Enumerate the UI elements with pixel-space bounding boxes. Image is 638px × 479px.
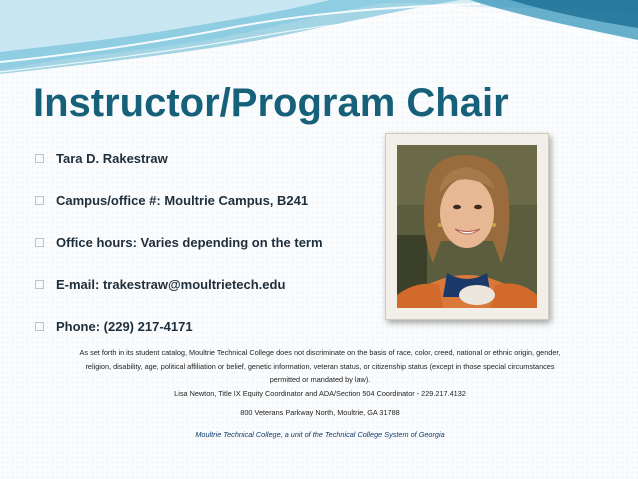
- nondiscrimination-line: As set forth in its student catalog, Moultrie Technical College does not discriminate on the basis of race, color, creed, national or ethnic origin, gender,: [79, 348, 561, 357]
- bullet-square-icon: [35, 154, 44, 163]
- bullet-square-icon: [35, 238, 44, 247]
- office-hours: Office hours: Varies depending on the term: [56, 234, 323, 250]
- nondiscrimination-footer: [40, 346, 600, 441]
- nondiscrimination-line: religion, disability, age, political affiliation or belief, genetic information, veteran status, or citizenship status (except in those special circumstances: [85, 361, 555, 371]
- contact-info-list: [35, 137, 323, 347]
- instructor-photo-frame: [385, 133, 549, 320]
- slide-title: Instructor/Program Chair: [33, 81, 509, 125]
- address-line: 800 Veterans Parkway North, Moultrie, GA 31788: [240, 408, 400, 417]
- list-item-phone: [35, 305, 323, 347]
- list-item-name: [35, 137, 323, 179]
- coordinator-line: Lisa Newton, Title IX Equity Coordinator and ADA/Section 504 Coordinator - 229.217.4132: [174, 388, 466, 398]
- instructor-name: Tara D. Rakestraw: [56, 150, 168, 166]
- instructor-photo: [397, 145, 537, 308]
- header-wave-decoration: [0, 0, 638, 90]
- college-system-line: Moultrie Technical College, a unit of the Technical College System of Georgia: [195, 429, 445, 439]
- phone-number: Phone: (229) 217-4171: [56, 318, 193, 334]
- bullet-square-icon: [35, 280, 44, 289]
- email-address: E-mail: trakestraw@moultrietech.edu: [56, 276, 286, 292]
- campus-office: Campus/office #: Moultrie Campus, B241: [56, 192, 309, 208]
- nondiscrimination-line: permitted or mandated by law).: [269, 375, 371, 384]
- list-item-office-hours: [35, 221, 323, 263]
- bullet-square-icon: [35, 196, 44, 205]
- list-item-email: [35, 263, 323, 305]
- list-item-office: [35, 179, 323, 221]
- bullet-square-icon: [35, 322, 44, 331]
